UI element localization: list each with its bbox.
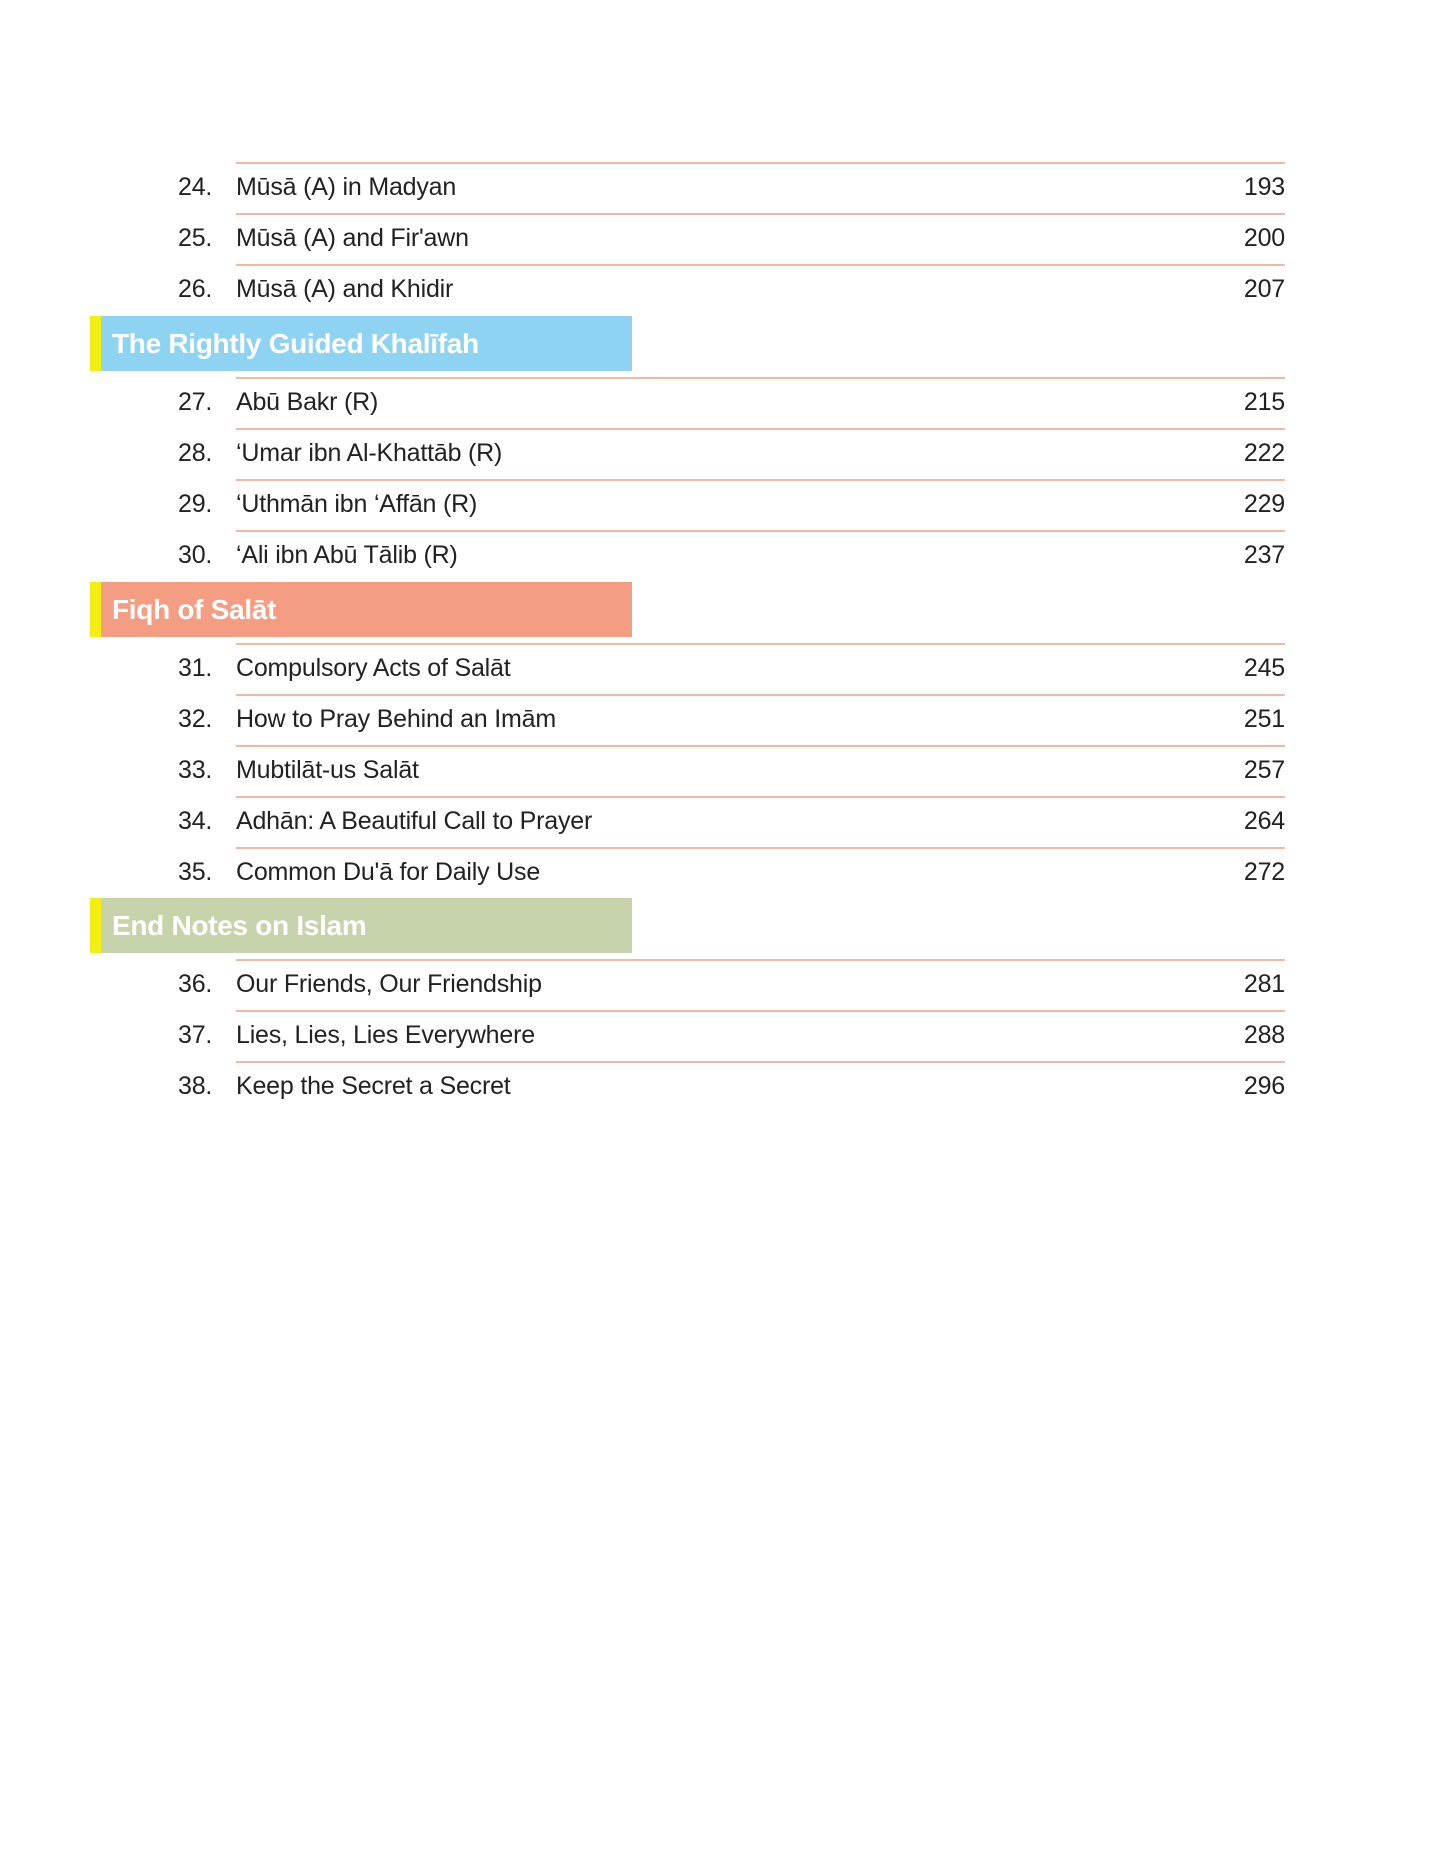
entry-rule [236, 796, 1285, 798]
entry-title: Adhān: A Beautiful Call to Prayer [236, 807, 593, 835]
toc-entry[interactable] [0, 745, 1445, 796]
section-accent-bar [90, 316, 101, 371]
entry-title: Mubtilāt-us Salāt [236, 756, 419, 784]
toc-entry[interactable] [0, 796, 1445, 847]
entry-rule [236, 162, 1285, 164]
entry-page: 237 [1243, 541, 1285, 569]
entry-title: ‘Ali ibn Abū Tālib (R) [236, 541, 458, 569]
entry-rule [236, 264, 1285, 266]
entry-title: How to Pray Behind an Imām [236, 705, 556, 733]
entry-number: 27. [178, 388, 213, 416]
toc-entry[interactable] [0, 643, 1445, 694]
entry-number: 34. [178, 807, 213, 835]
toc-entry[interactable] [0, 264, 1445, 315]
entry-title: ‘Umar ibn Al-Khattāb (R) [236, 439, 503, 467]
entry-page: 222 [1243, 439, 1285, 467]
entry-rule [236, 479, 1285, 481]
section-header-rightly-guided-khalifah [90, 316, 632, 371]
entry-page: 272 [1243, 858, 1285, 886]
entry-title: Common Du'ā for Daily Use [236, 858, 541, 886]
entry-number: 25. [178, 224, 213, 252]
toc-entry[interactable] [0, 428, 1445, 479]
toc-entry[interactable] [0, 1061, 1445, 1112]
section-title: End Notes on Islam [112, 910, 367, 941]
entry-rule [236, 745, 1285, 747]
entry-page: 245 [1243, 654, 1285, 682]
entry-number: 36. [178, 970, 213, 998]
entry-page: 264 [1243, 807, 1285, 835]
entry-title: ‘Uthmān ibn ‘Affān (R) [236, 490, 478, 518]
entry-rule [236, 428, 1285, 430]
entry-rule [236, 959, 1285, 961]
entry-page: 193 [1243, 173, 1285, 201]
entry-rule [236, 1010, 1285, 1012]
toc-entry[interactable] [0, 1010, 1445, 1061]
toc-entry[interactable] [0, 530, 1445, 581]
toc-entry[interactable] [0, 377, 1445, 428]
entry-rule [236, 530, 1285, 532]
entry-rule [236, 377, 1285, 379]
toc-entry[interactable] [0, 213, 1445, 264]
section-header-fiqh-of-salat [90, 582, 632, 637]
entry-title: Our Friends, Our Friendship [236, 970, 542, 998]
entry-number: 32. [178, 705, 213, 733]
section-title: Fiqh of Salāt [112, 594, 277, 625]
entry-page: 288 [1243, 1021, 1285, 1049]
entry-page: 251 [1243, 705, 1285, 733]
section-accent-bar [90, 898, 101, 953]
toc-entry[interactable] [0, 162, 1445, 213]
entry-number: 35. [178, 858, 213, 886]
entry-number: 26. [178, 275, 213, 303]
entry-page: 207 [1243, 275, 1285, 303]
entry-page: 200 [1243, 224, 1285, 252]
entry-number: 24. [178, 173, 213, 201]
entry-page: 257 [1243, 756, 1285, 784]
entry-number: 28. [178, 439, 213, 467]
entry-rule [236, 694, 1285, 696]
entry-rule [236, 643, 1285, 645]
section-accent-bar [90, 582, 101, 637]
toc-entry[interactable] [0, 847, 1445, 898]
entry-title: Lies, Lies, Lies Everywhere [236, 1021, 535, 1049]
entry-rule [236, 847, 1285, 849]
entry-number: 33. [178, 756, 213, 784]
entry-rule [236, 1061, 1285, 1063]
entry-title: Keep the Secret a Secret [236, 1072, 511, 1100]
entry-page: 215 [1243, 388, 1285, 416]
toc-entry[interactable] [0, 694, 1445, 745]
section-header-end-notes-on-islam [90, 898, 632, 953]
entry-title: Mūsā (A) and Khidir [236, 275, 454, 303]
toc-entry[interactable] [0, 959, 1445, 1010]
entry-number: 37. [178, 1021, 213, 1049]
toc-entry[interactable] [0, 479, 1445, 530]
entry-number: 31. [178, 654, 213, 682]
entry-title: Mūsā (A) in Madyan [236, 173, 457, 201]
entry-page: 296 [1243, 1072, 1285, 1100]
entry-page: 281 [1243, 970, 1285, 998]
entry-title: Abū Bakr (R) [236, 388, 379, 416]
entry-number: 29. [178, 490, 213, 518]
entry-number: 30. [178, 541, 213, 569]
entry-page: 229 [1243, 490, 1285, 518]
entry-number: 38. [178, 1072, 213, 1100]
entry-rule [236, 213, 1285, 215]
section-title: The Rightly Guided Khalīfah [112, 328, 479, 359]
entry-title: Mūsā (A) and Fir'awn [236, 224, 469, 252]
entry-title: Compulsory Acts of Salāt [236, 654, 511, 682]
